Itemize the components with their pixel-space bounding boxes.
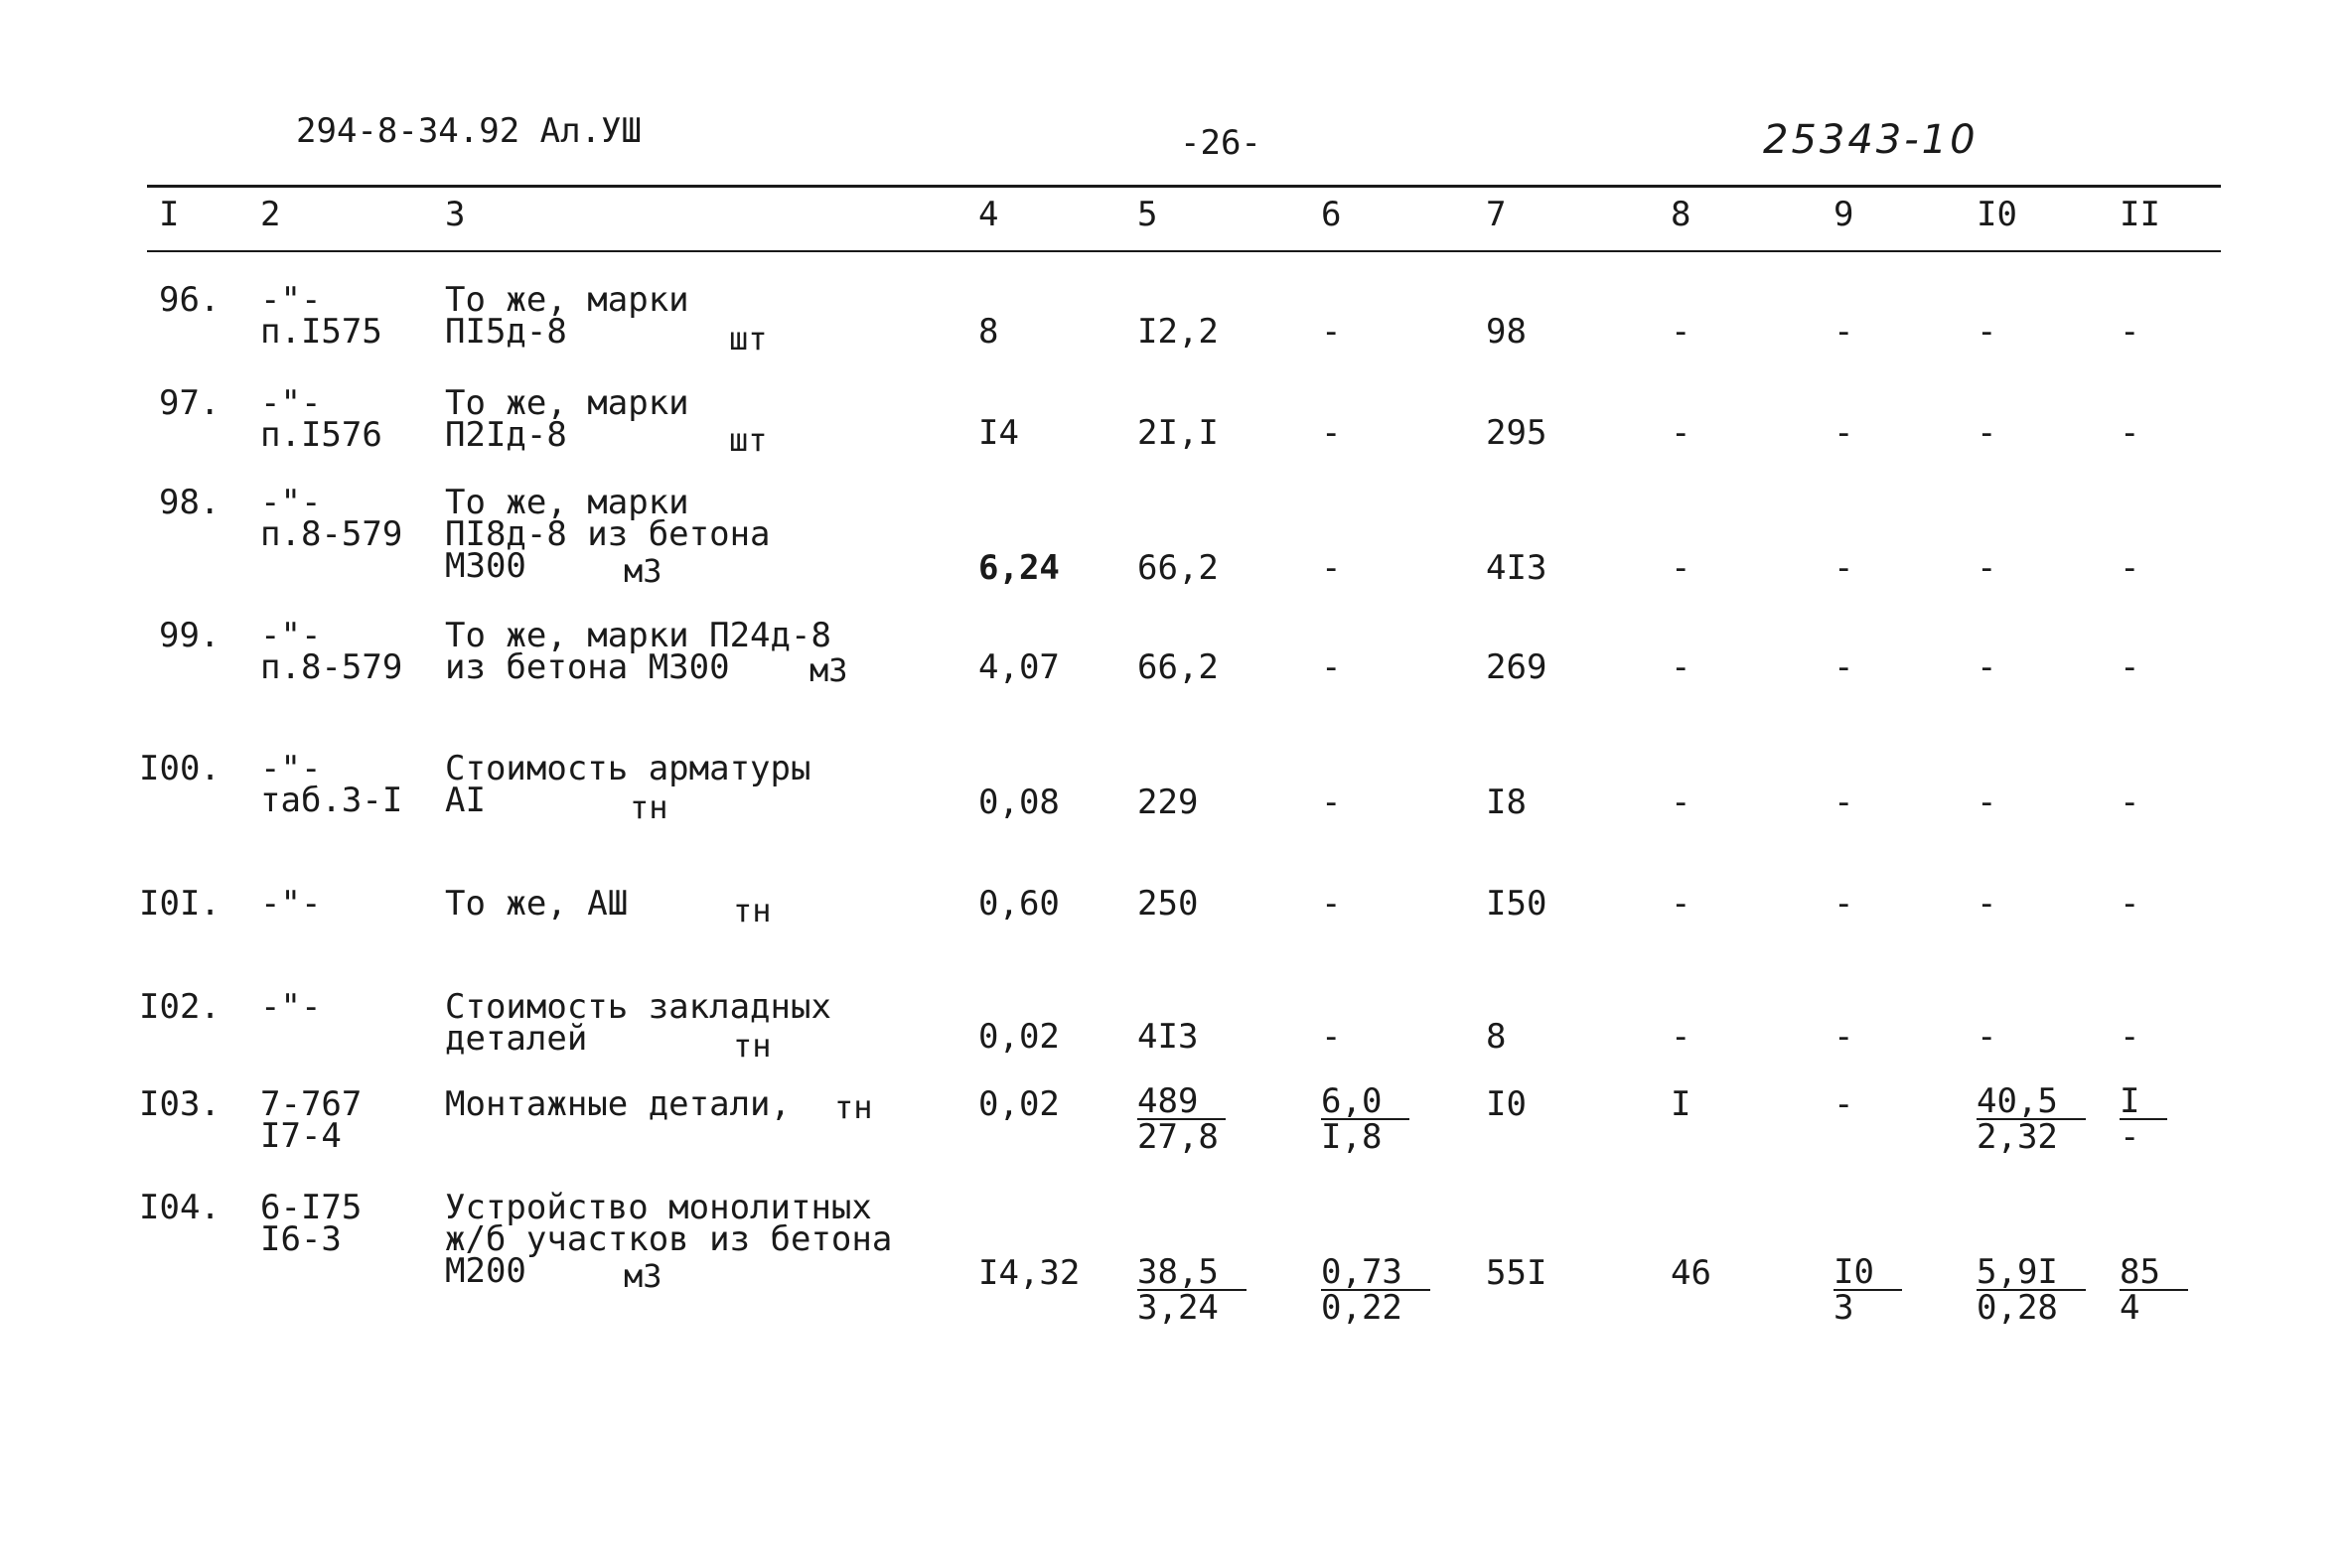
cell-col-5: I2,2 <box>1137 312 1219 352</box>
cell-col-11-fraction: I - <box>2120 1084 2167 1154</box>
column-header-1: I <box>159 195 180 234</box>
column-header-6: 6 <box>1321 195 1342 234</box>
cell-col-8: - <box>1671 647 1691 687</box>
cell-col-7: I8 <box>1486 783 1527 822</box>
row-description: То же, марки ПI8д-8 из бетона М300 <box>445 483 771 586</box>
cell-col-10: - <box>1977 548 1997 588</box>
cell-col-6-fraction: $\frac{0,73}{0,22}$ <box>1321 1255 1430 1325</box>
cell-col-8: - <box>1671 312 1691 352</box>
cell-col-9: - <box>1834 647 1854 687</box>
cell-col-5: 250 <box>1137 884 1199 924</box>
document-code: 294-8-34.92 Ал.УШ <box>296 111 642 151</box>
column-header-2: 2 <box>260 195 281 234</box>
cell-col-9-fraction: $\frac{I0}{3}$ <box>1834 1255 1902 1325</box>
row-description: Стоимость закладных деталей <box>445 987 831 1059</box>
row-number: I03. <box>139 1084 220 1124</box>
row-description: То же, марки ПI5д-8 <box>445 280 689 352</box>
column-header-7: 7 <box>1486 195 1507 234</box>
cell-col-9: - <box>1834 413 1854 453</box>
cell-col-4: 8 <box>978 312 999 352</box>
cell-col-11: - <box>2120 1017 2140 1057</box>
cell-col-4: I4,32 <box>978 1253 1081 1293</box>
column-header-10: I0 <box>1977 195 2017 234</box>
column-header-3: 3 <box>445 195 466 234</box>
row-unit: м3 <box>624 552 662 590</box>
cell-col-5: 2I,I <box>1137 413 1219 453</box>
row-unit: м3 <box>809 651 848 689</box>
row-reference: 6-I75 I6-3 <box>260 1188 363 1259</box>
row-reference: -"- <box>260 884 322 924</box>
row-reference: -"- таб.3-I <box>260 749 403 820</box>
row-description: То же, АШ <box>445 884 629 924</box>
column-header-5: 5 <box>1137 195 1158 234</box>
row-unit: шт <box>729 421 768 459</box>
row-reference: -"- п.I576 <box>260 383 382 455</box>
column-header-11: II <box>2120 195 2160 234</box>
cell-col-8: - <box>1671 783 1691 822</box>
cell-col-7: 4I3 <box>1486 548 1547 588</box>
cell-col-6: - <box>1321 1017 1342 1057</box>
cell-col-11: - <box>2120 783 2140 822</box>
row-number: I04. <box>139 1188 220 1227</box>
cell-col-7: I50 <box>1486 884 1547 924</box>
row-number: 97. <box>159 383 220 423</box>
row-number: I02. <box>139 987 220 1027</box>
row-reference: -"- п.8-579 <box>260 616 403 687</box>
cell-col-10: - <box>1977 413 1997 453</box>
cell-col-9: - <box>1834 312 1854 352</box>
row-unit: тн <box>733 1027 772 1065</box>
document-number: 25343-10 <box>1763 117 1979 163</box>
column-header-8: 8 <box>1671 195 1691 234</box>
cell-col-7: 269 <box>1486 647 1547 687</box>
cell-col-8: I <box>1671 1084 1691 1124</box>
cell-col-9: - <box>1834 1017 1854 1057</box>
row-unit: тн <box>834 1088 873 1126</box>
cell-col-11: - <box>2120 312 2140 352</box>
cell-col-9: - <box>1834 783 1854 822</box>
column-header-9: 9 <box>1834 195 1854 234</box>
row-reference: -"- п.I575 <box>260 280 382 352</box>
cell-col-6: - <box>1321 783 1342 822</box>
cell-col-6-fraction: $\frac{6,0}{I,8}$ <box>1321 1084 1409 1154</box>
cell-col-4: I4 <box>978 413 1019 453</box>
row-number: 96. <box>159 280 220 320</box>
cell-col-4: 0,02 <box>978 1084 1060 1124</box>
row-description: Устройство монолитных ж/б участков из бетона М200 <box>445 1188 893 1291</box>
cell-col-4: 6,24 <box>978 548 1060 588</box>
table-header-rule <box>147 250 2221 252</box>
row-reference: -"- <box>260 987 322 1027</box>
cell-col-10: - <box>1977 1017 1997 1057</box>
row-description: То же, марки П2Iд-8 <box>445 383 689 455</box>
cell-col-8: 46 <box>1671 1253 1711 1293</box>
cell-col-8: - <box>1671 548 1691 588</box>
row-number: I00. <box>139 749 220 788</box>
cell-col-11: - <box>2120 548 2140 588</box>
row-unit: шт <box>729 320 768 357</box>
cell-col-6: - <box>1321 312 1342 352</box>
row-unit: тн <box>630 788 668 826</box>
table-top-rule <box>147 185 2221 188</box>
cell-col-8: - <box>1671 884 1691 924</box>
row-reference: 7-767 I7-4 <box>260 1084 363 1156</box>
cell-col-5-fraction: $\frac{38,5}{3,24}$ <box>1137 1255 1247 1325</box>
row-description: Стоимость арматуры АI <box>445 749 811 820</box>
cell-col-7: 8 <box>1486 1017 1507 1057</box>
cell-col-11: - <box>2120 647 2140 687</box>
cell-col-4: 4,07 <box>978 647 1060 687</box>
cell-col-5: 229 <box>1137 783 1199 822</box>
cell-col-7: 295 <box>1486 413 1547 453</box>
row-description: Монтажные детали, <box>445 1084 791 1124</box>
row-unit: м3 <box>624 1257 662 1295</box>
row-number: I0I. <box>139 884 220 924</box>
cell-col-10: - <box>1977 647 1997 687</box>
cell-col-4: 0,08 <box>978 783 1060 822</box>
row-unit: тн <box>733 892 772 929</box>
page-number: -26- <box>1180 123 1261 163</box>
row-description: То же, марки П24д-8 из бетона М300 <box>445 616 831 687</box>
cell-col-5: 4I3 <box>1137 1017 1199 1057</box>
cell-col-7: I0 <box>1486 1084 1527 1124</box>
cell-col-9: - <box>1834 884 1854 924</box>
row-number: 98. <box>159 483 220 522</box>
cell-col-8: - <box>1671 413 1691 453</box>
column-header-4: 4 <box>978 195 999 234</box>
cell-col-5: 66,2 <box>1137 548 1219 588</box>
cell-col-8: - <box>1671 1017 1691 1057</box>
cell-col-7: 98 <box>1486 312 1527 352</box>
cell-col-11: - <box>2120 413 2140 453</box>
cell-col-11-fraction: $\frac{85}{4}$ <box>2120 1255 2188 1325</box>
cell-col-11: - <box>2120 884 2140 924</box>
cell-col-9: - <box>1834 1084 1854 1124</box>
cell-col-10-fraction: $\frac{40,5}{2,32}$ <box>1977 1084 2086 1154</box>
cell-col-6: - <box>1321 884 1342 924</box>
cell-col-6: - <box>1321 548 1342 588</box>
cell-col-10: - <box>1977 884 1997 924</box>
cell-col-4: 0,60 <box>978 884 1060 924</box>
cell-col-5-fraction: $\frac{489}{27,8}$ <box>1137 1084 1226 1154</box>
cell-col-10-fraction: $\frac{5,9I}{0,28}$ <box>1977 1255 2086 1325</box>
cell-col-10: - <box>1977 312 1997 352</box>
cell-col-10: - <box>1977 783 1997 822</box>
cell-col-5: 66,2 <box>1137 647 1219 687</box>
cell-col-6: - <box>1321 647 1342 687</box>
row-reference: -"- п.8-579 <box>260 483 403 554</box>
cell-col-4: 0,02 <box>978 1017 1060 1057</box>
cell-col-6: - <box>1321 413 1342 453</box>
cell-col-7: 55I <box>1486 1253 1547 1293</box>
cell-col-9: - <box>1834 548 1854 588</box>
row-number: 99. <box>159 616 220 655</box>
